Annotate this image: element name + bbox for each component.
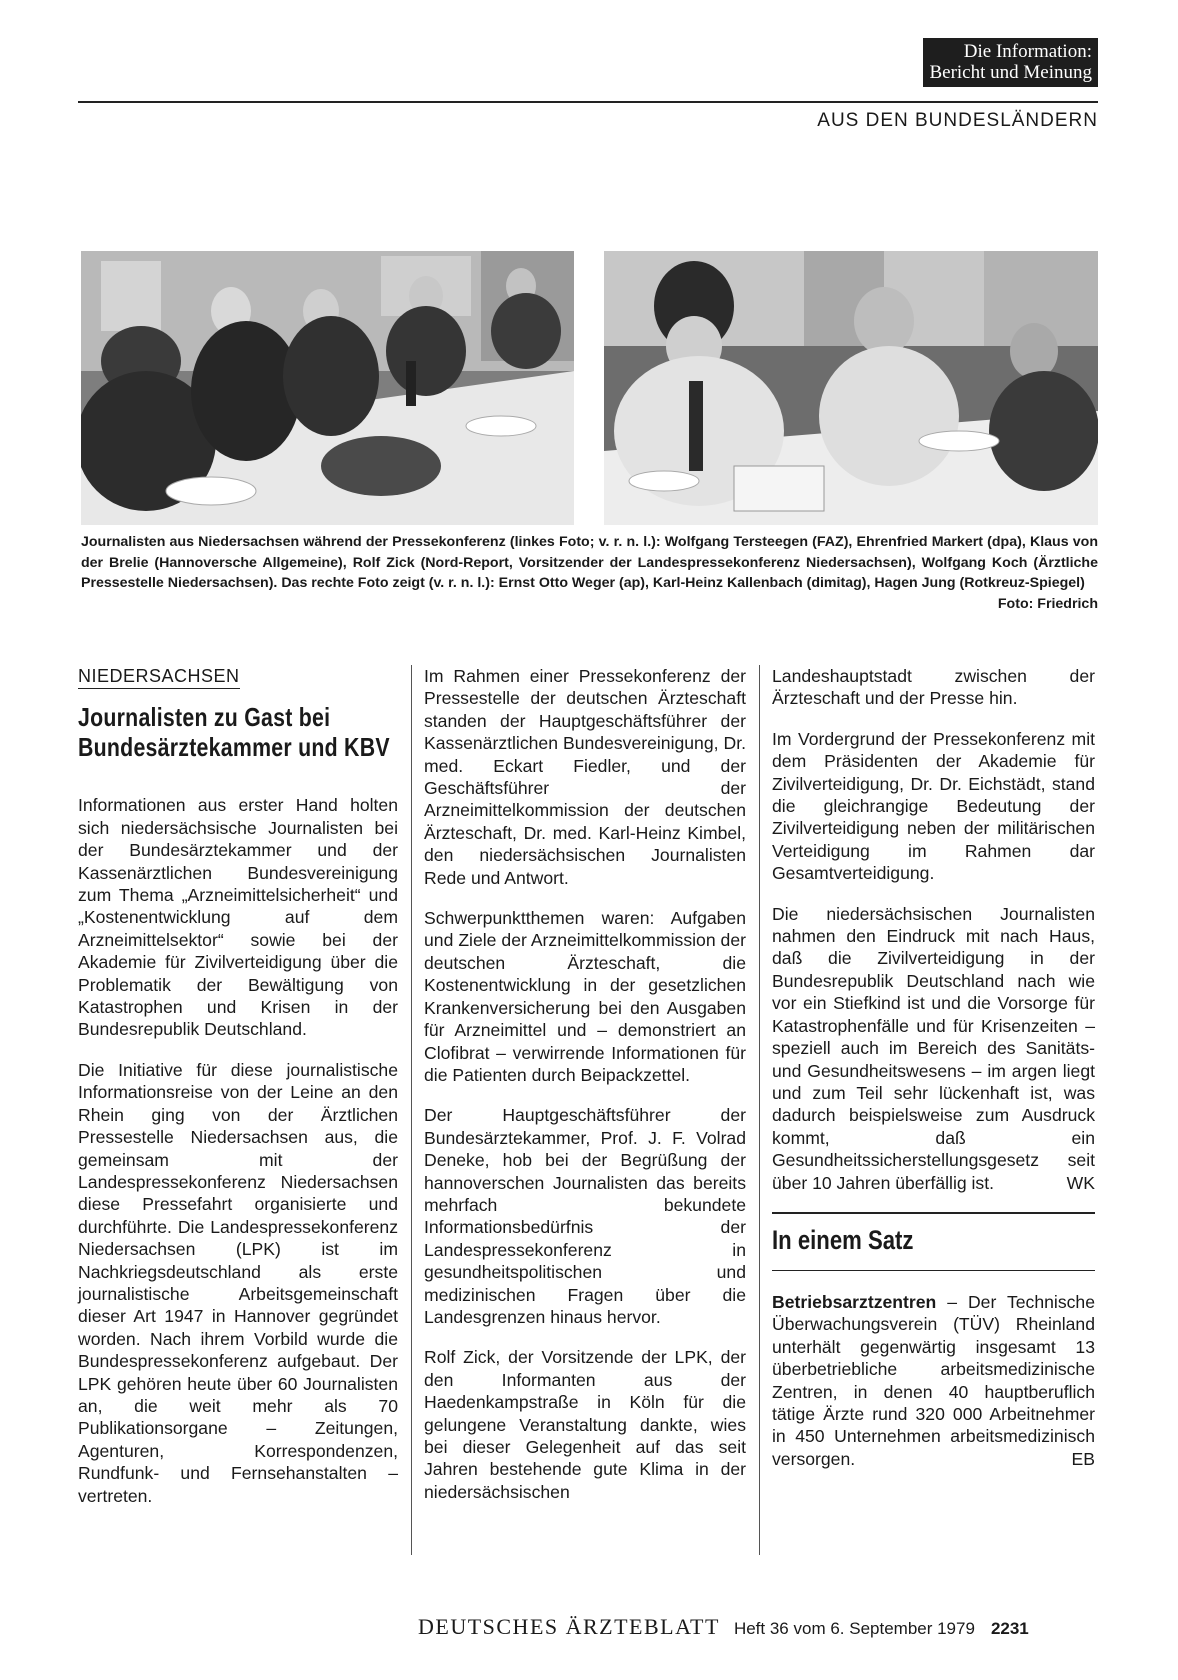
article-headline: Journalisten zu Gast bei Bundesärztekammer und KBV [78, 702, 390, 763]
paragraph [772, 903, 1095, 1194]
photo-left [81, 251, 574, 525]
column-2 [424, 665, 746, 1521]
photo-caption [81, 532, 1098, 614]
photo-right-image [604, 251, 1098, 525]
photo-left-image [81, 251, 574, 525]
paragraph: Im Vordergrund der Pressekonferenz mit dem Präsidenten der Akademie für Zivilverteidigung, Dr. Dr. Eichstädt, stand die gleichrangige Bedeutung der Zivilverteidigung neben der militärischen Verteidigung im Rahmen dar Gesamtverteidigung. [772, 728, 1095, 884]
satz-title: In einem Satz [772, 1224, 914, 1255]
issue-info: Heft 36 vom 6. September 1979 [733, 1619, 975, 1638]
photo-right [604, 251, 1098, 525]
paragraph: Informationen aus erster Hand holten sich niedersächsische Journalisten bei der Bundesärztekammer und der Kassenärztlichen Bundesvereinigung zum Thema „Arzneimittelsicherheit“ und „Kostenentwicklung auf dem Arzneimittelsektor“ sowie bei der Akademie für Zivilverteidigung über die Problematik der Bewältigung von Katastrophen und Krisen in der Bundesrepublik Deutschland. [78, 795, 398, 1040]
section-label: AUS DEN BUNDESLÄNDERN [817, 110, 1098, 131]
column-divider-2 [759, 665, 760, 1555]
satz-text: – Der Technische Überwachungsverein (TÜV) Rheinland unterhält gegenwärtig insgesamt 13 überbetriebliche arbeitsmedizinische Zentren, in denen 40 hauptberuflich tätige Ärzte rund 320 000 Arbeitnehmer in 450 Unternehmen arbeitsmedizinisch versorgen. [772, 1291, 1095, 1469]
satz-bottom-rule [772, 1270, 1095, 1271]
kicker-line-1: Die Information: [963, 41, 1092, 62]
kicker-line-2: Bericht und Meinung [929, 62, 1092, 83]
paragraph: Rolf Zick, der Vorsitzende der LPK, der den Informanten aus der Haedenkampstraße in Köln für die gelungene Veranstaltung dankte, wies bei dieser Gelegenheit auf das seit Jahren bestehende gute Klima in der niedersächsischen [424, 1347, 746, 1502]
paragraph: Der Hauptgeschäftsführer der Bundesärztekammer, Prof. J. F. Volrad Deneke, hob bei der Begrüßung der hannoverschen Journalisten das bereits mehrfach bekundete Informationsbedürfnis der Landespressekonferenz in gesundheitspolitischen und medizinischen Fragen über die Landesgrenzen hinaus hervor. [424, 1105, 746, 1327]
satz-signature: EB [1071, 1448, 1095, 1469]
caption-text: Journalisten aus Niedersachsen während der Pressekonferenz (linkes Foto; v. r. n. l.): Wolfgang Tersteegen (FAZ), Ehrenfried Markert (dpa), Klaus von der Brelie (Hannoversche Allgemeine), Rolf Zick (Nord-Report, Vorsitzender der Landespressekonferenz Niedersachsen), Wolfgang Koch (Ärztliche Pressestelle Niedersachsen). Das rechte Foto zeigt (v. r. n. l.): Ernst Otto Weger (ap), Karl-Heinz Kallenbach (dimitag), Hagen Jung (Rotkreuz-Spiegel) [81, 534, 1098, 591]
journal-name: DEUTSCHES ÄRZTEBLATT [418, 1614, 720, 1639]
satz-paragraph [772, 1291, 1095, 1470]
photo-credit: Foto: Friedrich [997, 595, 1098, 612]
column-1 [78, 665, 398, 1525]
satz-top-rule [772, 1212, 1095, 1214]
page-number: 2231 [990, 1619, 1029, 1638]
paragraph: Im Rahmen einer Pressekonferenz der Pressestelle der deutschen Ärzteschaft standen der Hauptgeschäftsführer der Kassenärztlichen Bundesvereinigung, Dr. med. Eckart Fiedler, und der Geschäftsführer der Arzneimittelkommission der deutschen Ärzteschaft, Dr. med. Karl-Heinz Kimbel, den niedersächsischen Journalisten Rede und Antwort. [424, 666, 746, 888]
column-3 [772, 665, 1095, 1488]
paragraph: Landeshauptstadt zwischen der Ärzteschaft und der Presse hin. [772, 666, 1095, 709]
kicker-box [923, 38, 1098, 87]
paragraph: Schwerpunktthemen waren: Aufgaben und Ziele der Arzneimittelkommission der deutschen Ärzteschaft, die Kostenentwicklung in der gesetzlichen Krankenversicherung bei den Ausgaben für Arzneimittel und – demonstriert an Clofibrat – verwirrende Informationen für die Patienten durch Beipackzettel. [424, 908, 746, 1085]
page-footer [418, 1614, 1098, 1640]
column-divider-1 [411, 665, 412, 1555]
satz-lead: Betriebsarztzentren [772, 1291, 937, 1312]
article-signature: WK [1066, 1172, 1095, 1193]
paragraph-text: Die niedersächsischen Journalisten nahmen den Eindruck mit nach Haus, daß die Zivilverteidigung in der Bundesrepublik Deutschland nach wie vor ein Stiefkind ist und die Vorsorge für Katastrophenfälle und für Krisenzeiten – speziell auch im Bereich des Sanitäts- und Gesundheitswesens – im argen liegt und zum Teil sehr lückenhaft ist, was dadurch beispielsweise zum Ausdruck kommt, daß ein Gesundheitssicherstellungsgesetz seit über 10 Jahren überfällig ist. [772, 903, 1095, 1193]
paragraph: Die Initiative für diese journalistische Informationsreise von der Leine an den Rhein ging von der Ärztlichen Pressestelle Niedersachsen aus, die gemeinsam mit der Landespressekonferenz Niedersachsen diese Pressefahrt organisierte und durchführte. Die Landespressekonferenz Niedersachsen (LPK) ist im Nachkriegsdeutschland als erste journalistische Arbeitsgemeinschaft dieser Art 1947 in Hannover gegründet worden. Nach ihrem Vorbild wurde die Bundespressekonferenz aufgebaut. Der LPK gehören heute über 60 Journalisten an, die weit mehr als 70 Publikationsorgane – Zeitungen, Agenturen, Korrespondenzen, Rundfunk- und Fernsehanstalten – vertreten. [78, 1059, 398, 1506]
article-rubric: NIEDERSACHSEN [78, 665, 240, 689]
header-rule [78, 101, 1098, 103]
